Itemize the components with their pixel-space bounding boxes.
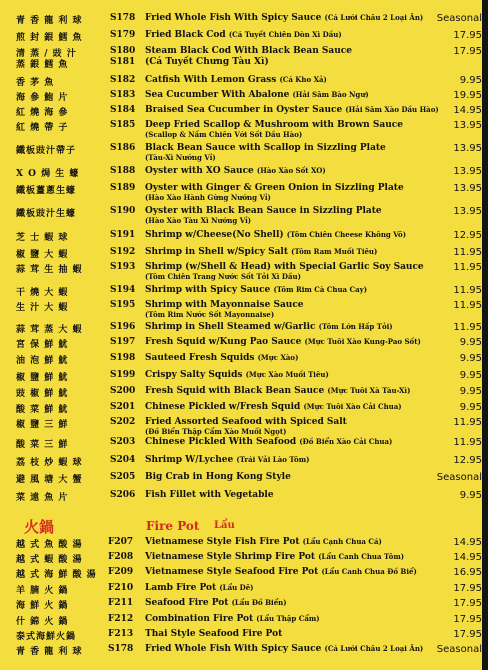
item-price: 14.95 [453, 537, 482, 548]
item-english-name: Steam Black Cod With Black Bean Sauce [145, 46, 352, 56]
item-price: 17.95 [453, 30, 482, 41]
item-code: S183 [110, 90, 136, 100]
item-english-name: Oyster with XO Sauce [145, 166, 254, 176]
item-price: 9.95 [459, 353, 482, 364]
item-vietnamese-name: (Hào Xào Hành Gừng Nướng Vỉ) [145, 193, 271, 202]
item-chinese-name: 青 香 龍 利 球 [16, 647, 83, 657]
item-vietnamese-name: (Tôm Rim Cà Chua Cay) [273, 285, 368, 294]
item-vietnamese-name: (Tôm Ram Muối Tiêu) [291, 247, 378, 256]
item-chinese-name: 鐵板豉汁生蠔 [16, 209, 77, 219]
item-price: 11.95 [453, 247, 482, 258]
item-code: S186 [110, 143, 136, 153]
item-description [145, 386, 410, 396]
item-chinese-name: 越 式 蝦 酸 湯 [16, 555, 83, 565]
item-chinese-name: 荔 枝 炒 蝦 球 [16, 458, 83, 468]
item-code: S199 [110, 370, 136, 380]
item-description [145, 337, 421, 347]
item-chinese-name: X O 焗 生 蠔 [16, 169, 80, 179]
item-vietnamese-name: (Cá Lưới Châu 2 Loại Ăn) [324, 13, 424, 22]
item-price: 11.95 [453, 285, 482, 296]
item-vietnamese-name: (Hải Sâm Bào Ngư) [292, 90, 369, 99]
item-vietnamese-name: (Mực Tuôi Xào Kung-Pao Sốt) [304, 337, 421, 346]
item-english-name: Fresh Squid with Black Bean Sauce [145, 386, 325, 396]
item-price: 11.95 [453, 300, 482, 311]
item-description [145, 247, 377, 257]
item-price: 11.95 [453, 417, 482, 428]
item-chinese-name: 鐵板豉汁帶子 [16, 146, 77, 156]
item-code: S197 [110, 337, 136, 347]
item-code: S179 [110, 30, 136, 40]
item-vietnamese-name: (Tôm Lớn Hấp Tỏi) [318, 322, 393, 331]
item-price: 17.95 [453, 629, 482, 640]
item-price: Seasonal [436, 13, 482, 24]
item-english-name: Oyster with Black Bean Sauce in Sizzling Plate [145, 206, 382, 216]
item-chinese-name: 蒸 銀 鱈 魚 [16, 60, 69, 70]
item-description [145, 583, 254, 593]
item-description [145, 552, 404, 562]
item-english-name: Black Bean Sauce with Scallop in Sizzling Plate [145, 143, 386, 153]
item-english-name: Deep Fried Scallop & Mushroom with Brown Sauce [145, 120, 403, 130]
item-code: S198 [110, 353, 136, 363]
item-english-name: Catfish With Lemon Grass [145, 75, 277, 85]
item-price: 16.95 [453, 567, 482, 578]
item-english-name: (Cá Tuyết Chưng Tàu Xì) [145, 57, 269, 67]
item-price: 13.95 [453, 183, 482, 194]
item-code: S203 [110, 437, 136, 447]
item-code: S180 [110, 46, 136, 56]
item-price: 11.95 [453, 322, 482, 333]
item-description [145, 614, 320, 624]
item-chinese-name: 海 參 鮑 片 [16, 93, 69, 103]
item-vietnamese-name: (Hào Xào Sốt XO) [256, 166, 326, 175]
item-code: S200 [110, 386, 136, 396]
item-description [145, 455, 309, 465]
item-price: 9.95 [459, 370, 482, 381]
item-chinese-name: 油 泡 鮮 魷 [16, 356, 69, 366]
item-english-name: Shrimp with Spicy Sauce [145, 285, 271, 295]
item-chinese-name: 煎 封 銀 鱈 魚 [16, 33, 83, 43]
item-chinese-name: 青 香 龍 利 球 [16, 16, 83, 26]
item-vietnamese-name: (Cá Kho Xả) [279, 75, 327, 84]
item-chinese-name: 酸 菜 鮮 魷 [16, 405, 69, 415]
item-price: 13.95 [453, 166, 482, 177]
item-chinese-name: 紅 燒 海 參 [16, 108, 69, 118]
item-description [145, 90, 369, 100]
item-price: 9.95 [459, 337, 482, 348]
item-english-name: Seafood Fire Pot [145, 598, 229, 608]
item-code: F207 [108, 537, 134, 547]
item-english-name: Shrimp in Shell w/Spicy Salt [145, 247, 288, 257]
item-code: S191 [110, 230, 136, 240]
item-description [145, 75, 327, 85]
section-title-chinese: 火鍋 [24, 518, 55, 536]
item-vietnamese-name: (Hải Sâm Xào Dầu Hào) [345, 105, 439, 114]
item-chinese-name: 生 汁 大 蝦 [16, 303, 69, 313]
item-code: S178 [108, 644, 134, 654]
item-code: F208 [108, 552, 134, 562]
item-price: 13.95 [453, 120, 482, 131]
item-vietnamese-name: (Lẩu Cạnh Chua Cá) [302, 537, 382, 546]
item-price: 11.95 [453, 262, 482, 273]
item-code: S189 [110, 183, 136, 193]
section-title-vietnamese: Lẩu [214, 520, 235, 531]
item-chinese-name: 菜 遠 魚 片 [16, 493, 69, 503]
item-english-name: Vietnamese Style Shrimp Fire Pot [145, 552, 316, 562]
item-description [145, 437, 392, 447]
item-description [145, 166, 326, 176]
item-chinese-name: 清 蒸 / 豉 汁 [16, 49, 77, 59]
item-chinese-name: 芝 士 蝦 球 [16, 233, 69, 243]
item-english-name: Oyster with Ginger & Green Onion in Sizzling Plate [145, 183, 404, 193]
item-chinese-name: 香 茅 魚 [16, 78, 55, 88]
item-vietnamese-name: (Mực Tuôi Xà Tàu-Xì) [327, 386, 411, 395]
item-code: S178 [110, 13, 136, 23]
item-code: S206 [110, 490, 136, 500]
item-english-name: Fried Whole Fish With Spicy Sauce [145, 644, 322, 654]
item-description [145, 402, 402, 412]
item-price: 9.95 [459, 402, 482, 413]
item-english-name: Lamb Fire Pot [145, 583, 217, 593]
item-english-name: Combination Fire Pot [145, 614, 254, 624]
item-english-name: Fried Black Cod [145, 30, 226, 40]
item-price: 17.95 [453, 614, 482, 625]
item-chinese-name: 羊 腩 火 鍋 [16, 586, 69, 596]
item-chinese-name: 海 鮮 火 鍋 [16, 601, 69, 611]
item-english-name: Crispy Salty Squids [145, 370, 243, 380]
item-chinese-name: 避 風 塘 大 蟹 [16, 475, 83, 485]
item-code: S196 [110, 322, 136, 332]
item-price: 17.95 [453, 583, 482, 594]
item-description [145, 105, 439, 115]
item-vietnamese-name: (Lẩu Đồ Biển) [231, 598, 287, 607]
item-english-name: Thai Style Seafood Fire Pot [145, 629, 283, 639]
item-price: 13.95 [453, 143, 482, 154]
item-description [145, 30, 342, 40]
page-edge [482, 0, 488, 670]
item-price: 14.95 [453, 105, 482, 116]
item-english-name: Fried Assorted Seafood with Spiced Salt [145, 417, 347, 427]
item-chinese-name: 干 燒 大 蝦 [16, 288, 69, 298]
item-vietnamese-name: (Cá Tuyết Chiên Dòn Xì Dầu) [228, 30, 342, 39]
item-chinese-name: 泰式海鮮火鍋 [16, 632, 77, 642]
item-description [145, 537, 382, 547]
item-english-name: Sea Cucumber With Abalone [145, 90, 290, 100]
item-vietnamese-name: (Cá Lưới Châu 2 Loại Ăn) [324, 644, 424, 653]
item-english-name: Fresh Squid w/Kung Pao Sauce [145, 337, 302, 347]
item-chinese-name: 越 式 魚 酸 湯 [16, 540, 83, 550]
item-code: S204 [110, 455, 136, 465]
item-code: F211 [108, 598, 134, 608]
item-english-name: Shrimp with Mayonnaise Sauce [145, 300, 304, 310]
item-code: S184 [110, 105, 136, 115]
item-vietnamese-name: (Lẩu Canh Chua Tôm) [318, 552, 405, 561]
item-price: 9.95 [459, 75, 482, 86]
item-code: S182 [110, 75, 136, 85]
item-english-name: Vietnamese Style Seafood Fire Pot [145, 567, 319, 577]
item-code: S194 [110, 285, 136, 295]
item-code: F212 [108, 614, 134, 624]
item-chinese-name: 酸 菜 三 鮮 [16, 440, 69, 450]
item-description [145, 567, 417, 577]
item-vietnamese-name: (Hào Xào Tàu Xì Nướng Vỉ) [145, 216, 252, 225]
item-english-name: Chinese Pickled With Seafood [145, 437, 297, 447]
item-price: 13.95 [453, 206, 482, 217]
item-chinese-name: 椒 鹽 鮮 魷 [16, 373, 69, 383]
item-vietnamese-name: (Lẩu Thập Cẩm) [256, 614, 320, 623]
item-price: 12.95 [453, 455, 482, 466]
item-english-name: Shrimp W/Lychee [145, 455, 234, 465]
item-code: S190 [110, 206, 136, 216]
item-description [145, 285, 367, 295]
item-chinese-name: 什 錦 火 鍋 [16, 617, 69, 627]
item-description [145, 322, 393, 332]
item-chinese-name: 椒 鹽 三 鮮 [16, 420, 69, 430]
item-code: S195 [110, 300, 136, 310]
item-vietnamese-name: (Mực Xào) [257, 353, 299, 362]
item-price: 19.95 [453, 90, 482, 101]
item-price: 17.95 [453, 46, 482, 57]
item-vietnamese-name: (Mực Tuôi Xào Cải Chua) [303, 402, 402, 411]
item-code: S205 [110, 472, 136, 482]
item-code: S185 [110, 120, 136, 130]
item-price: 12.95 [453, 230, 482, 241]
item-code: S188 [110, 166, 136, 176]
item-vietnamese-name: (Mực Xào Muối Tiêu) [245, 370, 329, 379]
item-vietnamese-name: (Lẩu Canh Chua Đồ Biể) [321, 567, 417, 576]
item-english-name: Vietnamese Style Fish Fire Pot [145, 537, 300, 547]
item-chinese-name: 豉 椒 鮮 魷 [16, 389, 69, 399]
item-price: Seasonal [436, 644, 482, 655]
item-vietnamese-name: (Đồ Biển Xào Cải Chua) [299, 437, 393, 446]
item-chinese-name: 越 式 海 鮮 酸 湯 [16, 570, 97, 580]
item-description [145, 353, 298, 363]
item-code: S181 [110, 57, 136, 67]
item-description [145, 370, 329, 380]
item-vietnamese-name: (Tôm Chiên Cheese Không Võ) [286, 230, 407, 239]
item-description [145, 644, 423, 654]
item-vietnamese-name: (Tôm Chiên Trang Nước Sốt Tỏi Xì Dầu) [145, 272, 301, 281]
item-price: 9.95 [459, 386, 482, 397]
item-chinese-name: 紅 燒 帶 子 [16, 123, 69, 133]
item-vietnamese-name: (Tàu-Xì Nướng Vỉ) [145, 153, 216, 162]
item-chinese-name: 宮 保 鮮 魷 [16, 340, 69, 350]
item-chinese-name: 蒜 茸 蒸 大 蝦 [16, 325, 83, 335]
item-vietnamese-name: (Scallop & Nấm Chiên Với Sốt Dầu Hào) [145, 130, 303, 139]
item-english-name: Sauteed Fresh Squids [145, 353, 255, 363]
item-code: F210 [108, 583, 134, 593]
item-price: 17.95 [453, 598, 482, 609]
item-english-name: Braised Sea Cucumber in Oyster Sauce [145, 105, 343, 115]
item-code: S202 [110, 417, 136, 427]
item-code: F209 [108, 567, 134, 577]
item-vietnamese-name: (Đồ Biển Thập Cẩm Xào Muối Ngọt) [145, 427, 287, 436]
item-price: 9.95 [459, 490, 482, 501]
item-code: S201 [110, 402, 136, 412]
item-chinese-name: 蒜 茸 生 抽 蝦 [16, 265, 83, 275]
item-description [145, 230, 406, 240]
item-chinese-name: 鐵板薑蔥生蠔 [16, 186, 77, 196]
item-description [145, 13, 423, 23]
item-code: S193 [110, 262, 136, 272]
item-english-name: Fish Fillet with Vegetable [145, 490, 274, 500]
item-vietnamese-name: (Lẩu Dê) [219, 583, 254, 592]
item-english-name: Fried Whole Fish With Spicy Sauce [145, 13, 322, 23]
item-code: F213 [108, 629, 134, 639]
item-price: 11.95 [453, 437, 482, 448]
item-english-name: Shrimp w/Cheese(No Shell) [145, 230, 284, 240]
item-code: S192 [110, 247, 136, 257]
item-vietnamese-name: (Trái Vải Lào Tôm) [236, 455, 310, 464]
item-english-name: Chinese Pickled w/Fresh Squid [145, 402, 301, 412]
section-title-english: Fire Pot [146, 519, 200, 533]
item-english-name: Shrimp in Shell Steamed w/Garlic [145, 322, 316, 332]
item-chinese-name: 椒 鹽 大 蝦 [16, 250, 69, 260]
item-english-name: Shrimp (w/Shell & Head) with Special Garlic Soy Sauce [145, 262, 424, 272]
item-price: 14.95 [453, 552, 482, 563]
item-description [145, 598, 287, 608]
item-english-name: Big Crab in Hong Kong Style [145, 472, 291, 482]
item-vietnamese-name: (Tôm Rim Nước Sốt Mayonnaise) [145, 310, 275, 319]
item-price: Seasonal [436, 472, 482, 483]
